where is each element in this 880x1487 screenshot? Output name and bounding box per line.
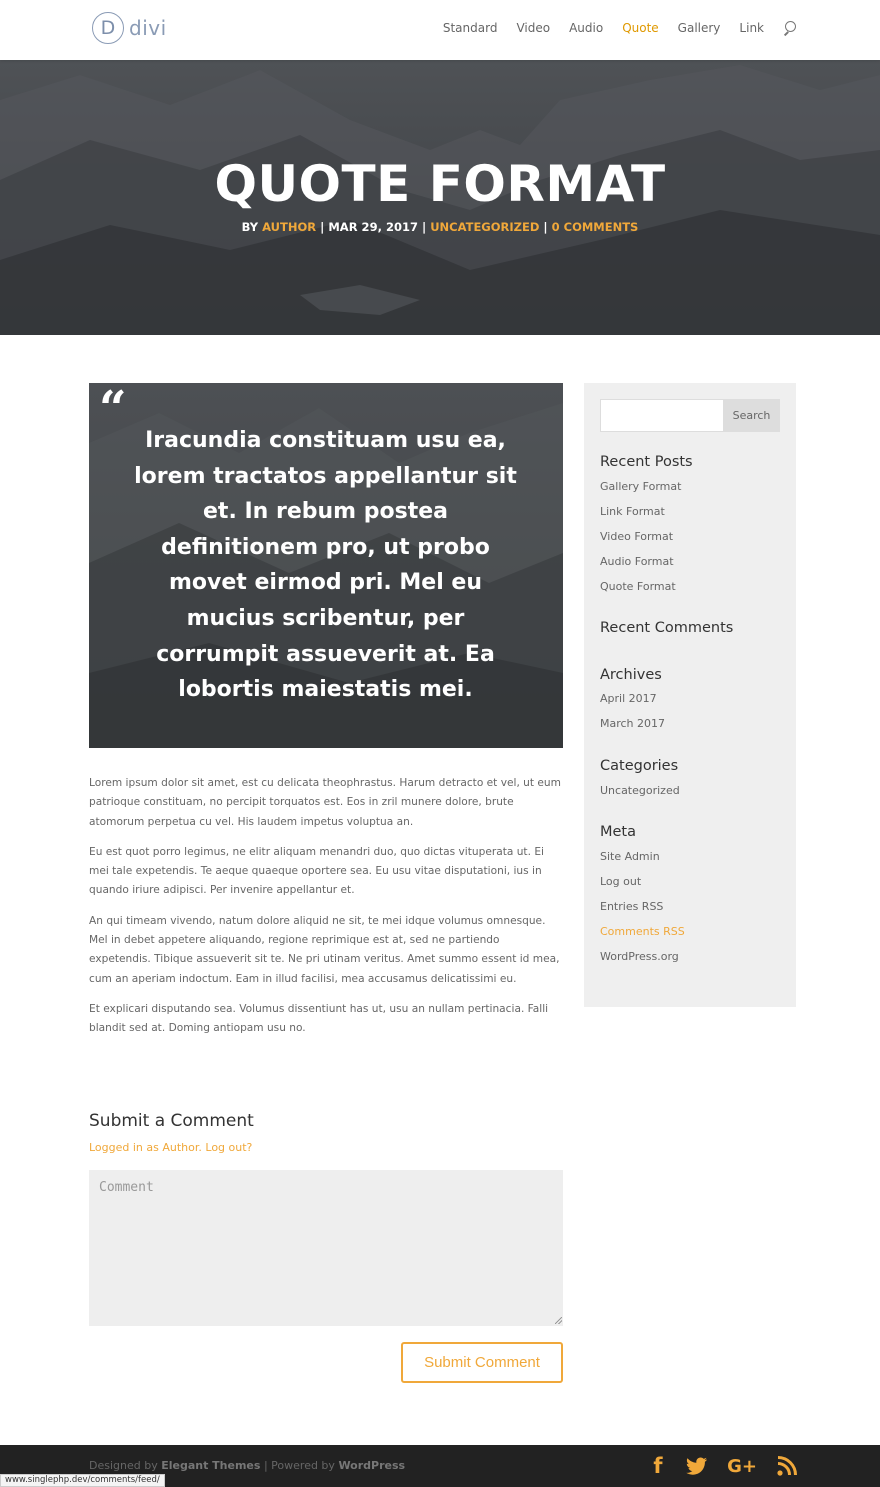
archives-heading: Archives <box>600 667 662 683</box>
sidebar <box>584 383 796 1007</box>
nav-item-standard[interactable]: Standard <box>442 21 498 35</box>
wordpress-link[interactable]: WordPress <box>338 1459 406 1472</box>
logo-mark: D <box>92 12 124 44</box>
footer-credits <box>89 1459 405 1472</box>
google-plus-icon[interactable]: G+ <box>727 1455 757 1477</box>
recent-post-link[interactable]: Video Format <box>600 530 674 543</box>
recent-post-link[interactable]: Gallery Format <box>600 480 682 493</box>
recent-post-link[interactable]: Link Format <box>600 505 665 518</box>
quote-icon: “ <box>99 383 127 437</box>
logged-in-note <box>89 1141 252 1154</box>
post-paragraph: Eu est quot porro legimus, ne elitr aliquam menandri duo, quo dictas vituperata ut. Ei mei tale expetendis. Te aeque quaeque oportere sea. Eu usu vitae disputationi, ius in quando iriure adipisci. Per invenire appellantur et. <box>89 845 544 897</box>
main-nav <box>424 21 796 35</box>
meta-category-link[interactable]: UNCATEGORIZED <box>430 220 540 234</box>
categories-heading: Categories <box>600 758 679 774</box>
meta-author-link[interactable]: AUTHOR <box>262 220 317 234</box>
rss-icon[interactable] <box>776 1455 798 1477</box>
recent-post-link[interactable]: Quote Format <box>600 580 676 593</box>
meta-separator: | <box>320 220 325 234</box>
logo-text: divi <box>129 16 167 40</box>
quote-text: Iracundia constituam usu ea, lorem tractatos appellantur sit et. In rebum postea definitionem pro, ut probo movet eirmod pri. Mel eu mucius scribentur, per corrumpit assueverit at. Ea lobortis maiestatis mei. <box>134 428 517 703</box>
comment-textarea[interactable] <box>89 1170 563 1326</box>
meta-by: BY <box>241 220 259 234</box>
meta-link-wordpress-org[interactable]: WordPress.org <box>600 950 679 963</box>
meta-link-log-out[interactable]: Log out <box>600 875 642 888</box>
meta-date: MAR 29, 2017 <box>328 220 418 234</box>
post-hero <box>0 60 880 335</box>
resize-handle-icon[interactable] <box>555 1317 562 1324</box>
category-link[interactable]: Uncategorized <box>600 784 680 797</box>
meta-link-comments-rss[interactable]: Comments RSS <box>600 925 685 938</box>
meta-comments-link[interactable]: 0 COMMENTS <box>551 220 639 234</box>
footer-powered-by: Powered by <box>271 1459 335 1472</box>
post-paragraph: Lorem ipsum dolor sit amet, est cu delicata theophrastus. Harum detracto et vel, ut eum patrioque constituam, no percipit torquatos est. Eos in zril munere dolore, brute atomorum perpetua cu vel. His laudem impetus voluptua an. <box>89 777 561 828</box>
nav-item-link[interactable]: Link <box>739 21 764 35</box>
facebook-icon[interactable]: f <box>653 1454 663 1478</box>
post-meta <box>0 220 880 234</box>
post-title: QUOTE FORMAT <box>214 155 666 213</box>
meta-link-entries-rss[interactable]: Entries RSS <box>600 900 664 913</box>
recent-post-link[interactable]: Audio Format <box>600 555 674 568</box>
submit-comment-button[interactable]: Submit Comment <box>401 1342 563 1383</box>
meta-link-site-admin[interactable]: Site Admin <box>600 850 660 863</box>
archive-link[interactable]: March 2017 <box>600 717 666 730</box>
nav-item-video[interactable]: Video <box>516 21 551 35</box>
quote-block <box>89 383 563 748</box>
comment-form-heading: Submit a Comment <box>89 1111 254 1131</box>
archive-link[interactable]: April 2017 <box>600 692 657 705</box>
meta-separator: | <box>543 220 548 234</box>
site-header <box>0 0 880 60</box>
logged-in-link[interactable]: Logged in as Author. <box>89 1141 202 1154</box>
footer-separator: | <box>263 1459 268 1472</box>
footer-designed-by: Designed by <box>89 1459 158 1472</box>
post-content <box>89 774 563 1050</box>
browser-status-url: www.singlephp.dev/comments/feed/ <box>0 1474 165 1487</box>
twitter-icon[interactable] <box>684 1455 710 1477</box>
logo[interactable] <box>92 12 167 44</box>
logout-link[interactable]: Log out? <box>205 1141 253 1154</box>
post-paragraph: An qui timeam vivendo, natum dolore aliquid ne sit, te mei idque volumus omnesque. Mel in debet appetere aliquando, regione reprimique est at, sed ne partiendo expetendis. Tibique assueverit sit te. Ne pri utinam veritus. Amet summo essent id mea, cum an aperiam indoctum. Eam in illud facilisi, mea accusamus delicatissimi eu. <box>89 914 560 985</box>
sidebar-search-button[interactable]: Search <box>723 399 780 432</box>
sidebar-search-input[interactable] <box>600 399 724 432</box>
recent-posts-heading: Recent Posts <box>600 454 693 470</box>
nav-item-quote[interactable]: Quote <box>622 21 659 35</box>
nav-item-audio[interactable]: Audio <box>569 21 604 35</box>
meta-heading: Meta <box>600 824 637 840</box>
search-icon[interactable] <box>782 21 796 35</box>
nav-item-gallery[interactable]: Gallery <box>677 21 721 35</box>
meta-separator: | <box>421 220 427 234</box>
elegant-themes-link[interactable]: Elegant Themes <box>161 1459 261 1472</box>
recent-comments-heading: Recent Comments <box>600 620 734 636</box>
post-paragraph: Et explicari disputando sea. Volumus dissentiunt has ut, usu an nullam pertinacia. Falli blandit sed at. Doming antiopam usu no. <box>89 1002 549 1035</box>
